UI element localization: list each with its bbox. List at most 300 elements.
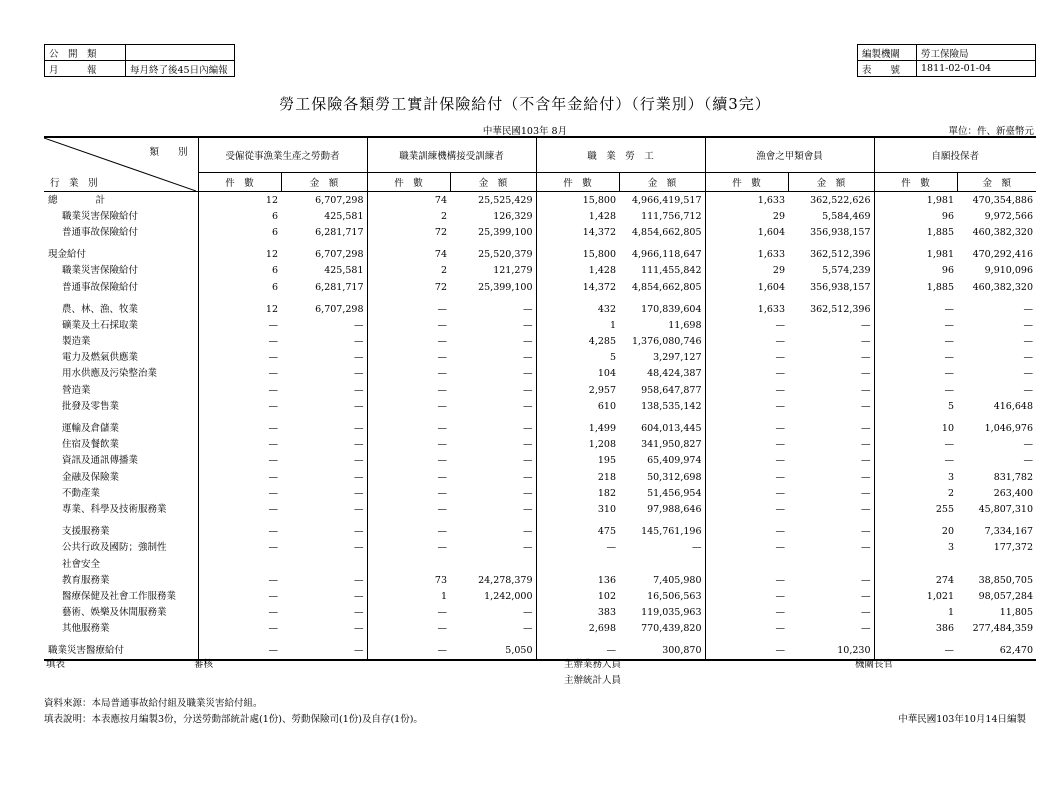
amount-cell: 38,850,705: [978, 574, 1033, 586]
table-row: [44, 469, 1036, 485]
amount-cell: —: [788, 485, 874, 501]
amount-cell: 65,409,974: [619, 453, 705, 469]
row-label: 醫療保健及社會工作服務業: [44, 588, 198, 604]
row-label: 支援服務業: [44, 524, 198, 540]
amount-cell: 770,439,820: [619, 621, 705, 637]
count-cell: —: [268, 487, 278, 499]
count-cell: 1,021: [926, 590, 954, 602]
amount-cell: —: [788, 398, 874, 414]
count-cell: 96: [941, 265, 954, 277]
amount-cell: 831,782: [993, 471, 1033, 483]
amount-cell: 6,707,298: [281, 192, 367, 209]
count-cell: [367, 556, 450, 572]
amount-cell: 4,854,662,805: [619, 279, 705, 295]
table-row: [44, 247, 1036, 263]
count-cell: 14,372: [582, 226, 616, 238]
amount-cell: —: [450, 501, 536, 517]
amount-cell: —: [788, 317, 874, 333]
compiled-date: 中華民國103年10月14日編製: [898, 714, 1026, 725]
table-row: [44, 334, 1036, 350]
amount-cell: —: [281, 334, 367, 350]
table-row: [44, 208, 1036, 224]
count-cell: 1,885: [926, 281, 954, 293]
amount-cell: —: [1023, 303, 1033, 315]
amount-cell: —: [281, 572, 367, 588]
amount-cell: 356,938,157: [788, 279, 874, 295]
count-cell: —: [268, 526, 278, 538]
count-cell: 6: [271, 226, 278, 238]
amount-cell: 11,698: [619, 317, 705, 333]
amount-cell: 9,972,566: [984, 210, 1033, 222]
count-cell: 2,957: [588, 384, 616, 396]
count-cell: 6: [271, 265, 278, 277]
table-row: [44, 524, 1036, 540]
amount-cell: [957, 556, 1036, 572]
amount-cell: —: [281, 382, 367, 398]
header-left-box: [44, 44, 235, 77]
amount-cell: 6,707,298: [281, 247, 367, 263]
count-cell: 1,604: [757, 281, 785, 293]
count-cell: 1: [947, 607, 954, 619]
amount-cell: 50,312,698: [619, 469, 705, 485]
count-cell: —: [944, 319, 954, 331]
amount-cell: [619, 556, 705, 572]
amount-cell: 24,278,379: [450, 572, 536, 588]
count-cell: 10: [941, 423, 954, 435]
row-label: 金融及保險業: [44, 469, 198, 485]
amount-cell: 1,242,000: [450, 588, 536, 604]
amount-cell: 16,506,563: [619, 588, 705, 604]
amount-cell: 111,756,712: [619, 208, 705, 224]
row-label: 用水供應及污染整治業: [44, 366, 198, 382]
col-header-fishery-workers: 受僱從事漁業生產之勞動者: [198, 137, 367, 173]
count-cell: 2,698: [588, 623, 616, 635]
amount-cell: —: [788, 469, 874, 485]
count-cell: —: [437, 368, 447, 380]
table-row: [44, 224, 1036, 240]
subheader-count: 件 數: [367, 173, 450, 192]
count-cell: —: [775, 384, 785, 396]
agency-head-label: 機關長官: [855, 659, 894, 670]
row-label: 運輸及倉儲業: [44, 420, 198, 436]
count-cell: —: [437, 352, 447, 364]
amount-cell: 277,484,359: [972, 623, 1033, 635]
col-header-trainees: 職業訓練機構接受訓練者: [367, 137, 536, 173]
count-cell: 1,499: [588, 423, 616, 435]
amount-cell: —: [450, 334, 536, 350]
amount-cell: 9,910,096: [984, 265, 1033, 277]
amount-cell: 263,400: [993, 487, 1033, 499]
amount-cell: —: [450, 453, 536, 469]
amount-cell: 341,950,827: [619, 437, 705, 453]
amount-cell: —: [788, 572, 874, 588]
amount-cell: 6,281,717: [281, 224, 367, 240]
table-row: [44, 420, 1036, 436]
count-cell: —: [268, 623, 278, 635]
amount-cell: 7,405,980: [619, 572, 705, 588]
row-label: 農、林、漁、牧業: [44, 301, 198, 317]
amount-cell: 5,050: [450, 643, 536, 660]
count-cell: —: [437, 645, 447, 657]
count-cell: —: [268, 455, 278, 467]
count-cell: 1,633: [757, 194, 785, 206]
count-cell: —: [268, 574, 278, 586]
count-cell: 6: [271, 210, 278, 222]
amount-cell: —: [450, 398, 536, 414]
count-cell: —: [944, 384, 954, 396]
amount-cell: 97,988,646: [619, 501, 705, 517]
row-label: 不動產業: [44, 485, 198, 501]
table-row: [44, 605, 1036, 621]
count-cell: 2: [440, 265, 447, 277]
count-cell: 1,981: [926, 249, 954, 261]
count-cell: 1,428: [588, 210, 616, 222]
amount-cell: —: [281, 621, 367, 637]
amount-cell: —: [450, 317, 536, 333]
amount-cell: 425,581: [281, 208, 367, 224]
count-cell: 5: [947, 400, 954, 412]
subheader-amount: 金 額: [619, 173, 705, 192]
amount-cell: —: [281, 469, 367, 485]
amount-cell: 362,512,396: [788, 247, 874, 263]
compiling-agency: 勞工保險局: [917, 45, 1036, 61]
count-cell: 102: [597, 590, 616, 602]
count-cell: —: [944, 439, 954, 451]
count-cell: —: [437, 623, 447, 635]
form-number: 1811-02-01-04: [917, 61, 1036, 77]
amount-cell: [450, 556, 536, 572]
count-cell: —: [268, 368, 278, 380]
count-cell: 136: [597, 574, 616, 586]
table-row: [44, 621, 1036, 637]
count-cell: 2: [440, 210, 447, 222]
count-cell: —: [437, 384, 447, 396]
amount-cell: —: [788, 382, 874, 398]
count-cell: —: [268, 607, 278, 619]
count-cell: 74: [434, 249, 447, 261]
count-cell: 12: [265, 303, 278, 315]
count-cell: [536, 556, 619, 572]
amount-cell: 460,382,320: [972, 281, 1033, 293]
amount-cell: —: [1023, 336, 1033, 348]
subheader-count: 件 數: [705, 173, 788, 192]
table-row: [44, 382, 1036, 398]
amount-cell: —: [619, 540, 705, 556]
amount-cell: 25,399,100: [450, 224, 536, 240]
row-label: 電力及燃氣供應業: [44, 350, 198, 366]
stats-officer-label: 主辦統計人員: [564, 675, 622, 686]
count-cell: 72: [434, 281, 447, 293]
count-cell: 383: [597, 607, 616, 619]
header-right-box: [857, 44, 1036, 77]
count-cell: —: [944, 336, 954, 348]
amount-cell: —: [450, 350, 536, 366]
count-cell: 274: [935, 574, 954, 586]
compiling-agency-label: 編製機關: [858, 45, 917, 61]
amount-cell: 416,648: [993, 400, 1033, 412]
amount-cell: 145,761,196: [619, 524, 705, 540]
corner-category-label: 類 別: [149, 147, 188, 158]
amount-cell: —: [788, 437, 874, 453]
amount-cell: —: [1023, 319, 1033, 331]
amount-cell: 300,870: [619, 643, 705, 660]
count-cell: —: [437, 542, 447, 554]
amount-cell: —: [450, 366, 536, 382]
row-label: 普通事故保險給付: [44, 279, 198, 295]
count-cell: —: [775, 471, 785, 483]
table-row: [44, 366, 1036, 382]
row-label: 普通事故保險給付: [44, 224, 198, 240]
row-label: 職業災害醫療給付: [44, 643, 198, 660]
amount-cell: 5,574,239: [788, 263, 874, 279]
col-header-fishermen-members: 漁會之甲類會員: [705, 137, 874, 173]
amount-cell: —: [450, 437, 536, 453]
count-cell: —: [268, 645, 278, 657]
row-label: 公共行政及國防；強制性: [44, 540, 198, 556]
amount-cell: 958,647,877: [619, 382, 705, 398]
amount-cell: 4,966,419,517: [619, 192, 705, 209]
count-cell: 29: [772, 210, 785, 222]
row-label: 總 計: [44, 192, 198, 209]
row-label: 製造業: [44, 334, 198, 350]
count-cell: 73: [434, 574, 447, 586]
row-label: 職業災害保險給付: [44, 263, 198, 279]
row-label: 礦業及土石採取業: [44, 317, 198, 333]
count-cell: 4,285: [588, 336, 616, 348]
count-cell: —: [437, 487, 447, 499]
amount-cell: 604,013,445: [619, 420, 705, 436]
count-cell: —: [268, 439, 278, 451]
count-cell: 14,372: [582, 281, 616, 293]
amount-cell: 138,535,142: [619, 398, 705, 414]
table-row: [44, 540, 1036, 556]
amount-cell: 11,805: [999, 607, 1033, 619]
table-row: [44, 588, 1036, 604]
row-label: 批發及零售業: [44, 398, 198, 414]
count-cell: —: [775, 607, 785, 619]
count-cell: 2: [947, 487, 954, 499]
count-cell: —: [268, 400, 278, 412]
amount-cell: —: [281, 524, 367, 540]
public-class-label: 公 開 類: [45, 45, 126, 61]
amount-cell: —: [450, 621, 536, 637]
table-row: [44, 279, 1036, 295]
amount-cell: 170,839,604: [619, 301, 705, 317]
report-title: 勞工保險各類勞工實計保險給付（不含年金給付）（行業別）（續3完）: [279, 95, 771, 113]
amount-cell: 126,329: [450, 208, 536, 224]
amount-cell: —: [788, 524, 874, 540]
amount-cell: —: [281, 643, 367, 660]
filling-note: 填表說明：本表應按月編製3份，分送勞動部統計處(1份)、勞動保險司(1份)及自存(1份)。: [44, 714, 423, 725]
count-cell: 29: [772, 265, 785, 277]
amount-cell: —: [450, 382, 536, 398]
count-cell: —: [437, 303, 447, 315]
amount-cell: —: [450, 524, 536, 540]
count-cell: 1: [609, 319, 616, 331]
amount-cell: —: [1023, 455, 1033, 467]
count-cell: —: [606, 542, 616, 554]
amount-cell: —: [281, 398, 367, 414]
row-label: 營造業: [44, 382, 198, 398]
amount-cell: —: [281, 453, 367, 469]
count-cell: —: [268, 319, 278, 331]
count-cell: [874, 556, 957, 572]
count-cell: 182: [597, 487, 616, 499]
count-cell: —: [775, 455, 785, 467]
amount-cell: 356,938,157: [788, 224, 874, 240]
count-cell: [705, 556, 788, 572]
amount-cell: 25,525,429: [450, 192, 536, 209]
amount-cell: —: [281, 501, 367, 517]
row-label: 職業災害保險給付: [44, 208, 198, 224]
count-cell: 15,800: [582, 194, 616, 206]
count-cell: —: [775, 336, 785, 348]
count-cell: —: [775, 352, 785, 364]
amount-cell: 177,372: [993, 542, 1033, 554]
count-cell: —: [437, 607, 447, 619]
benefits-table: [44, 136, 1036, 661]
count-cell: 3: [947, 471, 954, 483]
row-label: 社會安全: [44, 556, 198, 572]
count-cell: 1,428: [588, 265, 616, 277]
table-row: [44, 301, 1036, 317]
unit-label: 單位：件、新臺幣元: [948, 126, 1034, 137]
count-cell: —: [437, 319, 447, 331]
table-row: [44, 350, 1036, 366]
amount-cell: 470,292,416: [972, 249, 1033, 261]
reviewer-label: 審核: [194, 659, 214, 670]
amount-cell: 4,966,118,647: [619, 247, 705, 263]
amount-cell: 119,035,963: [619, 605, 705, 621]
amount-cell: —: [1023, 384, 1033, 396]
amount-cell: 362,522,626: [788, 192, 874, 209]
count-cell: —: [775, 503, 785, 515]
subheader-count: 件 數: [874, 173, 957, 192]
amount-cell: 1,046,976: [984, 423, 1033, 435]
table-row: [44, 317, 1036, 333]
count-cell: 96: [941, 210, 954, 222]
table-row: [44, 192, 1036, 209]
amount-cell: 48,424,387: [619, 366, 705, 382]
count-cell: —: [268, 471, 278, 483]
count-cell: 386: [935, 623, 954, 635]
amount-cell: 6,707,298: [281, 301, 367, 317]
count-cell: 218: [597, 471, 616, 483]
count-cell: 1,981: [926, 194, 954, 206]
amount-cell: —: [281, 588, 367, 604]
count-cell: 104: [597, 368, 616, 380]
count-cell: —: [775, 623, 785, 635]
amount-cell: —: [788, 588, 874, 604]
amount-cell: —: [788, 621, 874, 637]
count-cell: —: [437, 455, 447, 467]
amount-cell: —: [450, 605, 536, 621]
count-cell: —: [268, 384, 278, 396]
business-officer-label: 主辦業務人員: [564, 659, 622, 670]
subheader-amount: 金 額: [957, 173, 1036, 192]
table-row: [44, 501, 1036, 517]
count-cell: —: [775, 574, 785, 586]
count-cell: —: [268, 542, 278, 554]
count-cell: —: [775, 400, 785, 412]
row-label: 現金給付: [44, 247, 198, 263]
count-cell: —: [944, 368, 954, 380]
amount-cell: —: [788, 350, 874, 366]
amount-cell: [788, 556, 874, 572]
count-cell: 432: [597, 303, 616, 315]
row-label: 資訊及通訊傳播業: [44, 453, 198, 469]
count-cell: —: [437, 336, 447, 348]
amount-cell: —: [1023, 368, 1033, 380]
row-label: 專業、科學及技術服務業: [44, 501, 198, 517]
amount-cell: —: [450, 301, 536, 317]
count-cell: 6: [271, 281, 278, 293]
amount-cell: 62,470: [999, 645, 1033, 657]
amount-cell: [281, 556, 367, 572]
subheader-count: 件 數: [536, 173, 619, 192]
amount-cell: 98,057,284: [978, 590, 1033, 602]
amount-cell: —: [788, 453, 874, 469]
count-cell: 3: [947, 542, 954, 554]
count-cell: —: [775, 319, 785, 331]
amount-cell: 3,297,127: [619, 350, 705, 366]
filler-label: 填表: [46, 659, 66, 670]
count-cell: —: [944, 352, 954, 364]
amount-cell: —: [281, 437, 367, 453]
amount-cell: —: [281, 366, 367, 382]
count-cell: —: [437, 439, 447, 451]
count-cell: —: [775, 439, 785, 451]
subheader-count: 件 數: [198, 173, 281, 192]
count-cell: —: [775, 487, 785, 499]
amount-cell: 6,281,717: [281, 279, 367, 295]
amount-cell: —: [1023, 352, 1033, 364]
count-cell: 15,800: [582, 249, 616, 261]
amount-cell: —: [281, 540, 367, 556]
report-type-label: 月 報: [45, 61, 126, 77]
amount-cell: 1,376,080,746: [619, 334, 705, 350]
count-cell: —: [268, 503, 278, 515]
count-cell: —: [437, 503, 447, 515]
amount-cell: —: [788, 540, 874, 556]
amount-cell: 111,455,842: [619, 263, 705, 279]
count-cell: —: [775, 590, 785, 602]
amount-cell: 4,854,662,805: [619, 224, 705, 240]
amount-cell: —: [281, 317, 367, 333]
count-cell: 1: [440, 590, 447, 602]
count-cell: 610: [597, 400, 616, 412]
data-source: 資料來源：本局普通事故給付組及職業災害給付組。: [44, 698, 263, 709]
amount-cell: —: [281, 350, 367, 366]
table-row: [44, 453, 1036, 469]
amount-cell: 425,581: [281, 263, 367, 279]
amount-cell: —: [450, 420, 536, 436]
row-label: 住宿及餐飲業: [44, 437, 198, 453]
count-cell: 195: [597, 455, 616, 467]
amount-cell: —: [788, 605, 874, 621]
table-row: [44, 485, 1036, 501]
col-header-voluntary-insured: 自願投保者: [874, 137, 1036, 173]
count-cell: —: [775, 526, 785, 538]
count-cell: 1,633: [757, 249, 785, 261]
count-cell: —: [437, 471, 447, 483]
count-cell: 475: [597, 526, 616, 538]
amount-cell: —: [788, 420, 874, 436]
report-deadline: 每月終了後45日內編報: [126, 61, 235, 77]
table-row: [44, 556, 1036, 572]
amount-cell: —: [281, 485, 367, 501]
amount-cell: —: [788, 334, 874, 350]
